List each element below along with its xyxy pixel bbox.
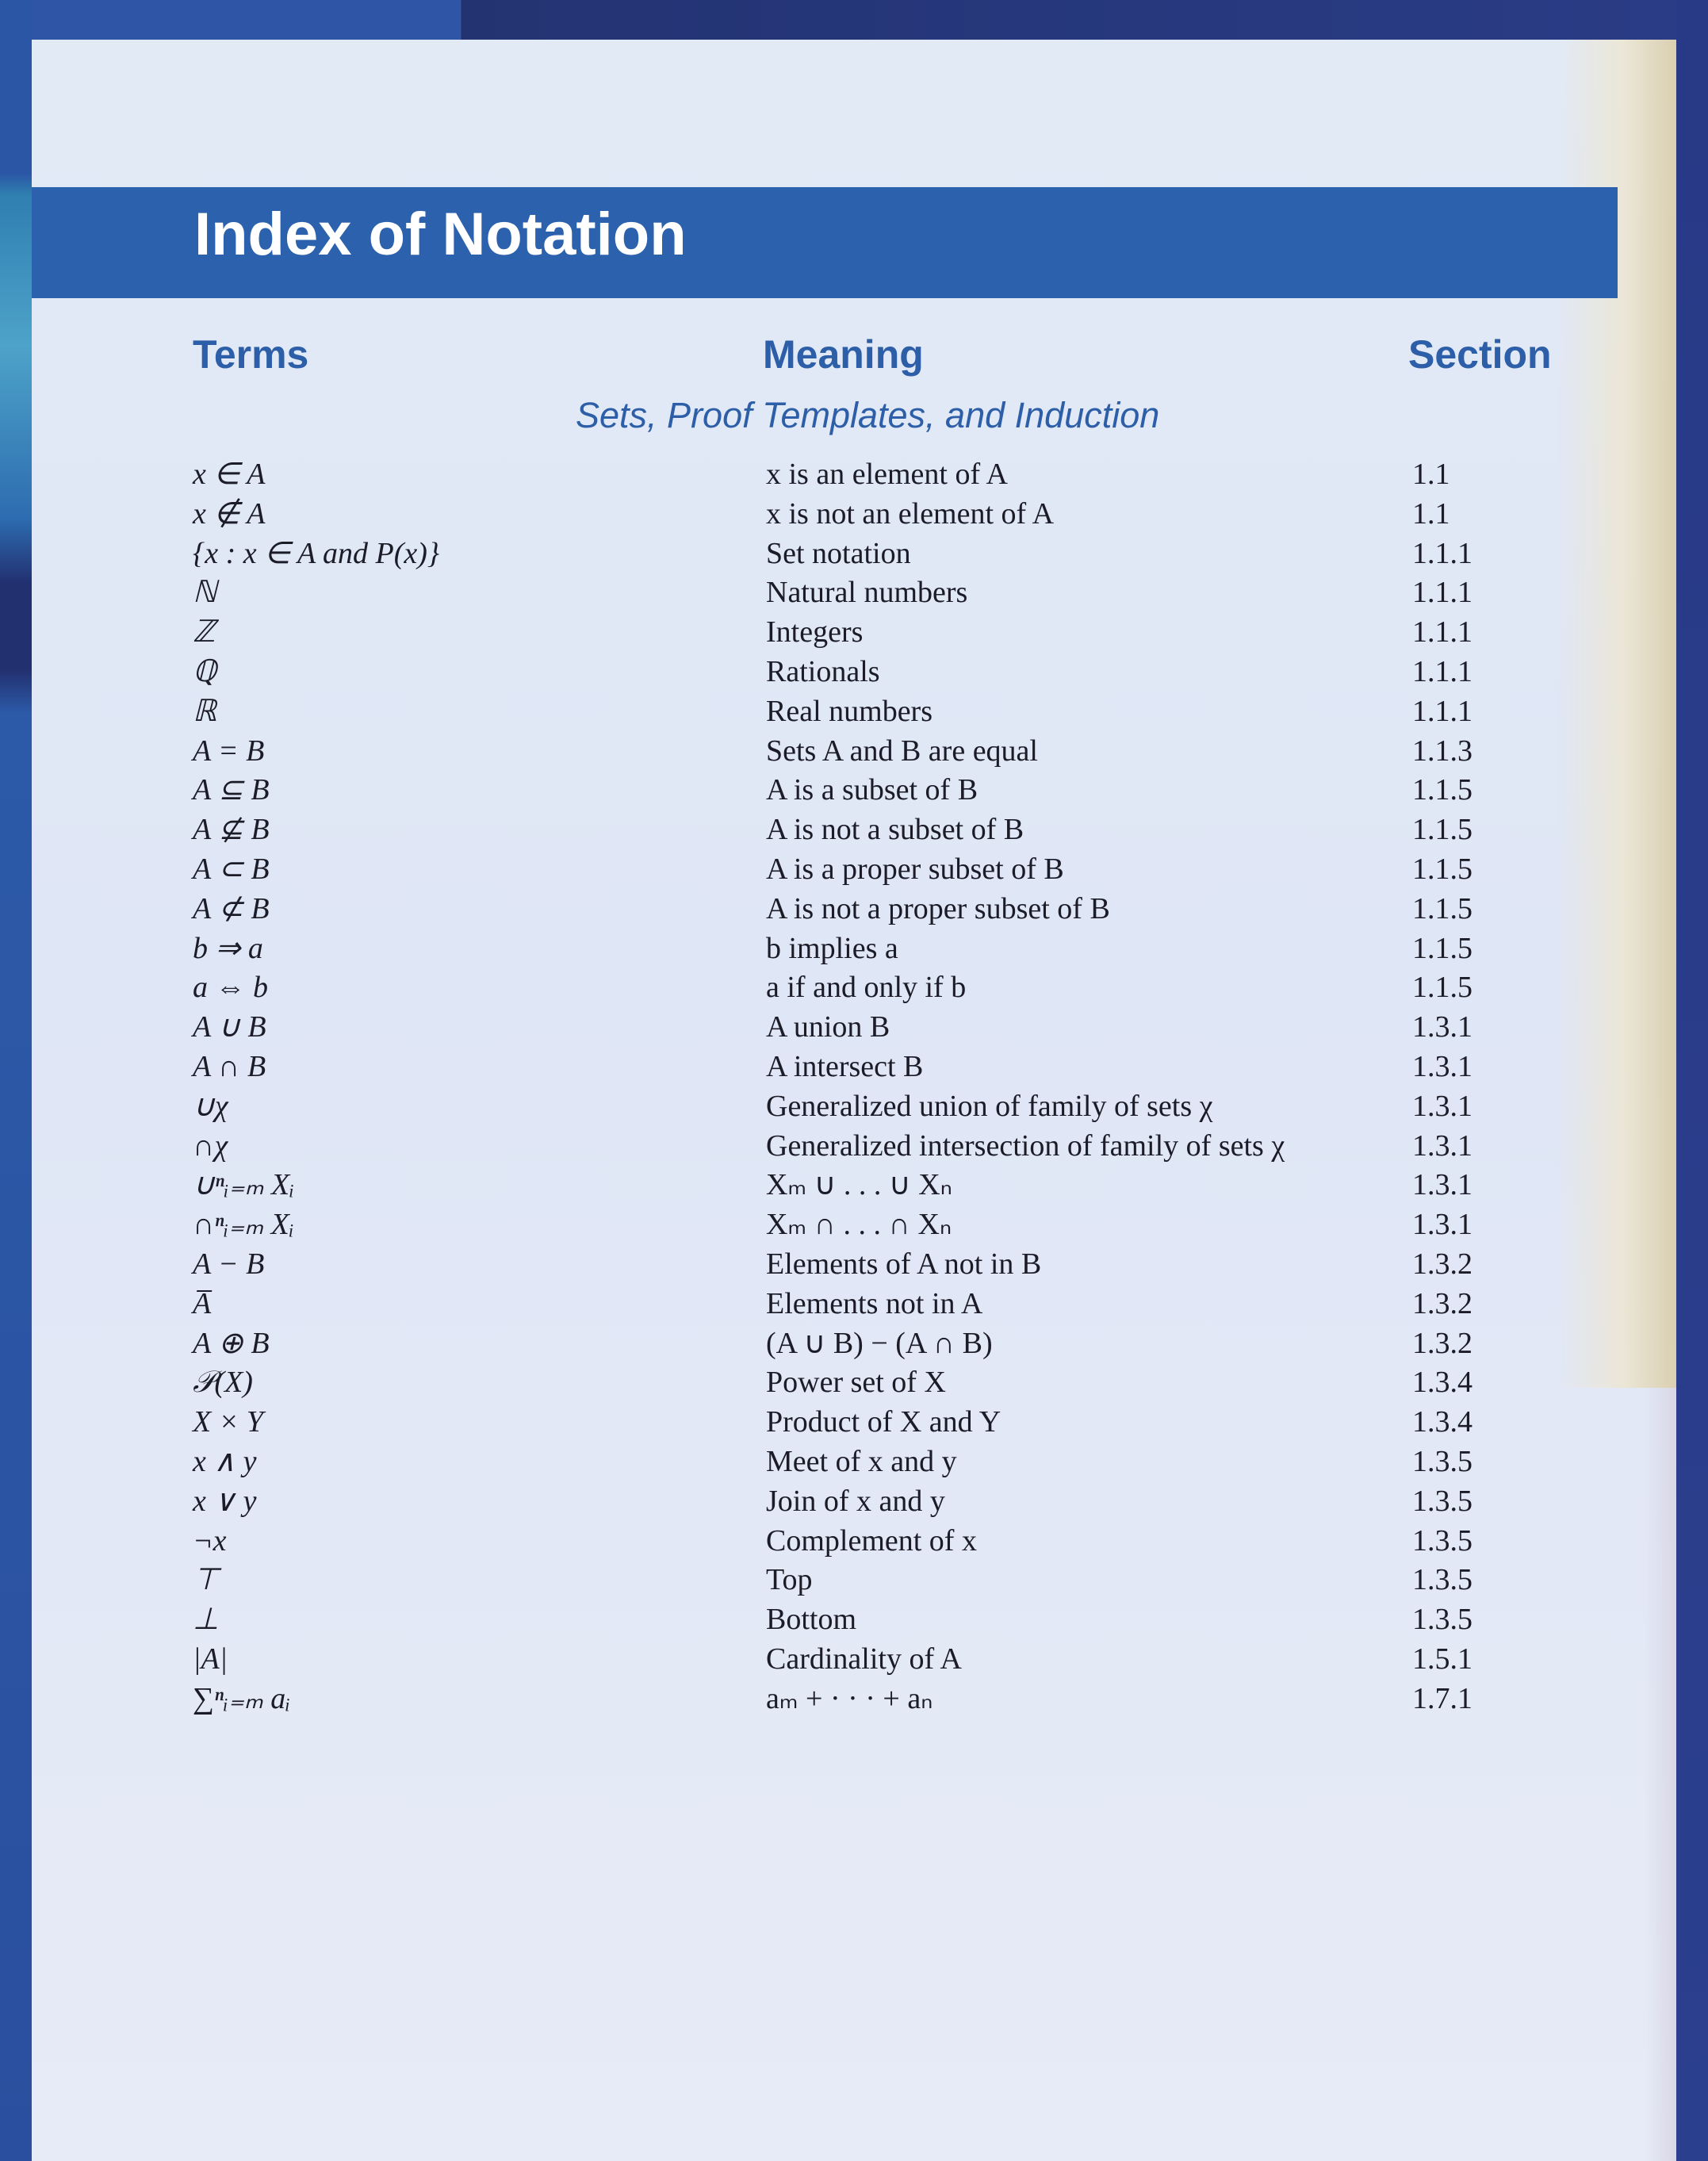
notation-term: A = B: [193, 734, 265, 768]
notation-section: 1.1.1: [1412, 576, 1472, 610]
notation-section: 1.1.5: [1412, 773, 1472, 807]
table-row: [32, 1127, 1618, 1167]
notation-term: ℝ: [193, 694, 217, 728]
notation-section: 1.5.1: [1412, 1642, 1472, 1676]
notation-meaning: aₘ + · · · + aₙ: [766, 1681, 933, 1715]
notation-meaning: b implies a: [766, 931, 898, 965]
notation-meaning: Elements of A not in B: [766, 1247, 1042, 1281]
table-row: [32, 1008, 1618, 1048]
notation-meaning: A is not a proper subset of B: [766, 891, 1110, 925]
table-row: [32, 1561, 1618, 1600]
notation-meaning: Real numbers: [766, 694, 933, 728]
table-row: [32, 771, 1618, 810]
notation-term: ∑ⁿᵢ₌ₘ aᵢ: [193, 1681, 291, 1715]
index-page: [32, 40, 1676, 2161]
table-row: [32, 1048, 1618, 1087]
notation-section: 1.1.1: [1412, 615, 1472, 649]
column-header-section: Section: [1408, 332, 1552, 377]
notation-term: {x : x ∈ A and P(x)}: [193, 536, 440, 570]
table-row: [32, 692, 1618, 732]
notation-term: |A|: [193, 1642, 228, 1676]
notation-term: ⊤: [193, 1563, 220, 1597]
notation-section: 1.1.5: [1412, 931, 1472, 965]
table-row: [32, 929, 1618, 969]
notation-term: ∩ⁿᵢ₌ₘ Xᵢ: [193, 1208, 294, 1242]
page-title: Index of Notation: [194, 201, 687, 268]
table-row: [32, 1640, 1618, 1680]
notation-meaning: A is not a subset of B: [766, 813, 1024, 847]
notation-term: ∪χ: [193, 1089, 228, 1123]
table-row: [32, 850, 1618, 890]
notation-section: 1.3.5: [1412, 1563, 1472, 1597]
notation-term: ∩χ: [193, 1128, 228, 1163]
table-row: [32, 1166, 1618, 1205]
notation-section: 1.3.2: [1412, 1326, 1472, 1360]
notation-term: b ⇒ a: [193, 931, 263, 965]
notation-section: 1.3.5: [1412, 1523, 1472, 1558]
notation-section: 1.3.5: [1412, 1603, 1472, 1637]
notation-section: 1.3.4: [1412, 1366, 1472, 1400]
notation-section: 1.1.5: [1412, 971, 1472, 1005]
notation-term: ℚ: [193, 654, 216, 688]
table-row: [32, 573, 1618, 613]
notation-meaning: Xₘ ∩ . . . ∩ Xₙ: [766, 1208, 952, 1242]
notation-term: ℤ: [193, 615, 216, 649]
table-row: [32, 1245, 1618, 1285]
cover-left-edge: [0, 0, 32, 2161]
notation-meaning: Product of X and Y: [766, 1405, 1001, 1439]
table-row: [32, 1482, 1618, 1522]
table-row: [32, 1205, 1618, 1245]
page-edge-shadow: [1645, 1388, 1676, 2161]
notation-meaning: A intersect B: [766, 1049, 924, 1083]
notation-meaning: Cardinality of A: [766, 1642, 962, 1676]
notation-meaning: Bottom: [766, 1603, 857, 1637]
table-row: [32, 495, 1618, 535]
notation-term: ⊥: [193, 1603, 220, 1637]
notation-term: A ∪ B: [193, 1010, 266, 1044]
notation-section: 1.1.5: [1412, 852, 1472, 886]
notation-term: ℕ: [193, 576, 217, 610]
notation-meaning: Generalized union of family of sets χ: [766, 1089, 1213, 1123]
table-row: [32, 1324, 1618, 1364]
table-row: [32, 1522, 1618, 1561]
table-row: [32, 613, 1618, 653]
notation-section: 1.1.5: [1412, 813, 1472, 847]
notation-meaning: (A ∪ B) − (A ∩ B): [766, 1326, 993, 1360]
column-header-terms: Terms: [193, 332, 309, 377]
notation-meaning: a if and only if b: [766, 971, 967, 1005]
notation-section: 1.3.1: [1412, 1208, 1472, 1242]
notation-section: 1.3.5: [1412, 1444, 1472, 1478]
notation-term: A ⊈ B: [193, 813, 270, 847]
notation-meaning: Top: [766, 1563, 813, 1597]
notation-section: 1.1.1: [1412, 654, 1472, 688]
notation-term: x ∨ y: [193, 1484, 257, 1518]
notation-section: 1.3.1: [1412, 1128, 1472, 1163]
notation-term: A ⊂ B: [193, 852, 270, 886]
notation-meaning: Join of x and y: [766, 1484, 945, 1518]
table-row: [32, 455, 1618, 495]
section-subheading: Sets, Proof Templates, and Induction: [576, 395, 1160, 435]
notation-section: 1.1.1: [1412, 694, 1472, 728]
notation-meaning: A union B: [766, 1010, 890, 1044]
table-row: [32, 1680, 1618, 1719]
notation-term: A ⊕ B: [193, 1326, 270, 1360]
notation-meaning: x is an element of A: [766, 458, 1008, 491]
notation-meaning: A is a proper subset of B: [766, 852, 1064, 886]
notation-term: x ∧ y: [193, 1444, 257, 1478]
table-row: [32, 535, 1618, 574]
table-row: [32, 968, 1618, 1008]
notation-meaning: A is a subset of B: [766, 773, 978, 807]
notation-term: a ⇔ b: [193, 971, 268, 1005]
notation-term: x ∉ A: [193, 496, 266, 531]
notation-section: 1.1.1: [1412, 536, 1472, 570]
notation-section: 1.3.1: [1412, 1049, 1472, 1083]
notation-term: A̅: [193, 1286, 212, 1320]
cover-right-edge: [1676, 0, 1708, 2161]
notation-section: 1.1: [1412, 496, 1450, 531]
table-row: [32, 653, 1618, 692]
notation-section: 1.3.2: [1412, 1286, 1472, 1320]
notation-meaning: Set notation: [766, 536, 911, 570]
notation-meaning: Generalized intersection of family of sets χ: [766, 1128, 1285, 1163]
notation-term: A ⊄ B: [193, 891, 270, 925]
notation-meaning: Natural numbers: [766, 576, 968, 610]
notation-section: 1.1.3: [1412, 734, 1472, 768]
notation-meaning: Power set of X: [766, 1366, 946, 1400]
notation-term: ¬x: [193, 1523, 227, 1558]
table-row: [32, 810, 1618, 850]
cover-top-edge: [0, 0, 1708, 40]
notation-meaning: Meet of x and y: [766, 1444, 957, 1478]
title-banner: [32, 187, 1618, 298]
notation-section: 1.1: [1412, 458, 1450, 491]
table-row: [32, 1285, 1618, 1324]
notation-meaning: x is not an element of A: [766, 496, 1055, 531]
notation-section: 1.1.5: [1412, 891, 1472, 925]
table-row: [32, 1087, 1618, 1127]
notation-section: 1.3.4: [1412, 1405, 1472, 1439]
notation-meaning: Integers: [766, 615, 864, 649]
notation-section: 1.7.1: [1412, 1681, 1472, 1715]
notation-section: 1.3.2: [1412, 1247, 1472, 1281]
notation-section: 1.3.1: [1412, 1168, 1472, 1202]
notation-term: 𝒫(X): [193, 1366, 253, 1400]
table-row: [32, 1600, 1618, 1640]
notation-section: 1.3.5: [1412, 1484, 1472, 1518]
notation-meaning: Complement of x: [766, 1523, 977, 1558]
notation-term: A − B: [193, 1247, 265, 1281]
notation-meaning: Sets A and B are equal: [766, 734, 1038, 768]
notation-term: A ⊆ B: [193, 773, 270, 807]
table-row: [32, 1363, 1618, 1403]
notation-term: x ∈ A: [193, 458, 266, 491]
table-row: [32, 1443, 1618, 1482]
notation-section: 1.3.1: [1412, 1089, 1472, 1123]
notation-term: A ∩ B: [193, 1049, 266, 1083]
notation-term: X × Y: [193, 1405, 263, 1439]
notation-section: 1.3.1: [1412, 1010, 1472, 1044]
table-row: [32, 1403, 1618, 1443]
notation-meaning: Rationals: [766, 654, 880, 688]
table-row: [32, 732, 1618, 772]
notation-meaning: Xₘ ∪ . . . ∪ Xₙ: [766, 1168, 952, 1202]
column-header-meaning: Meaning: [763, 332, 924, 377]
notation-term: ∪ⁿᵢ₌ₘ Xᵢ: [193, 1168, 295, 1202]
notation-meaning: Elements not in A: [766, 1286, 983, 1320]
notation-table: [32, 455, 1618, 1719]
table-row: [32, 890, 1618, 929]
